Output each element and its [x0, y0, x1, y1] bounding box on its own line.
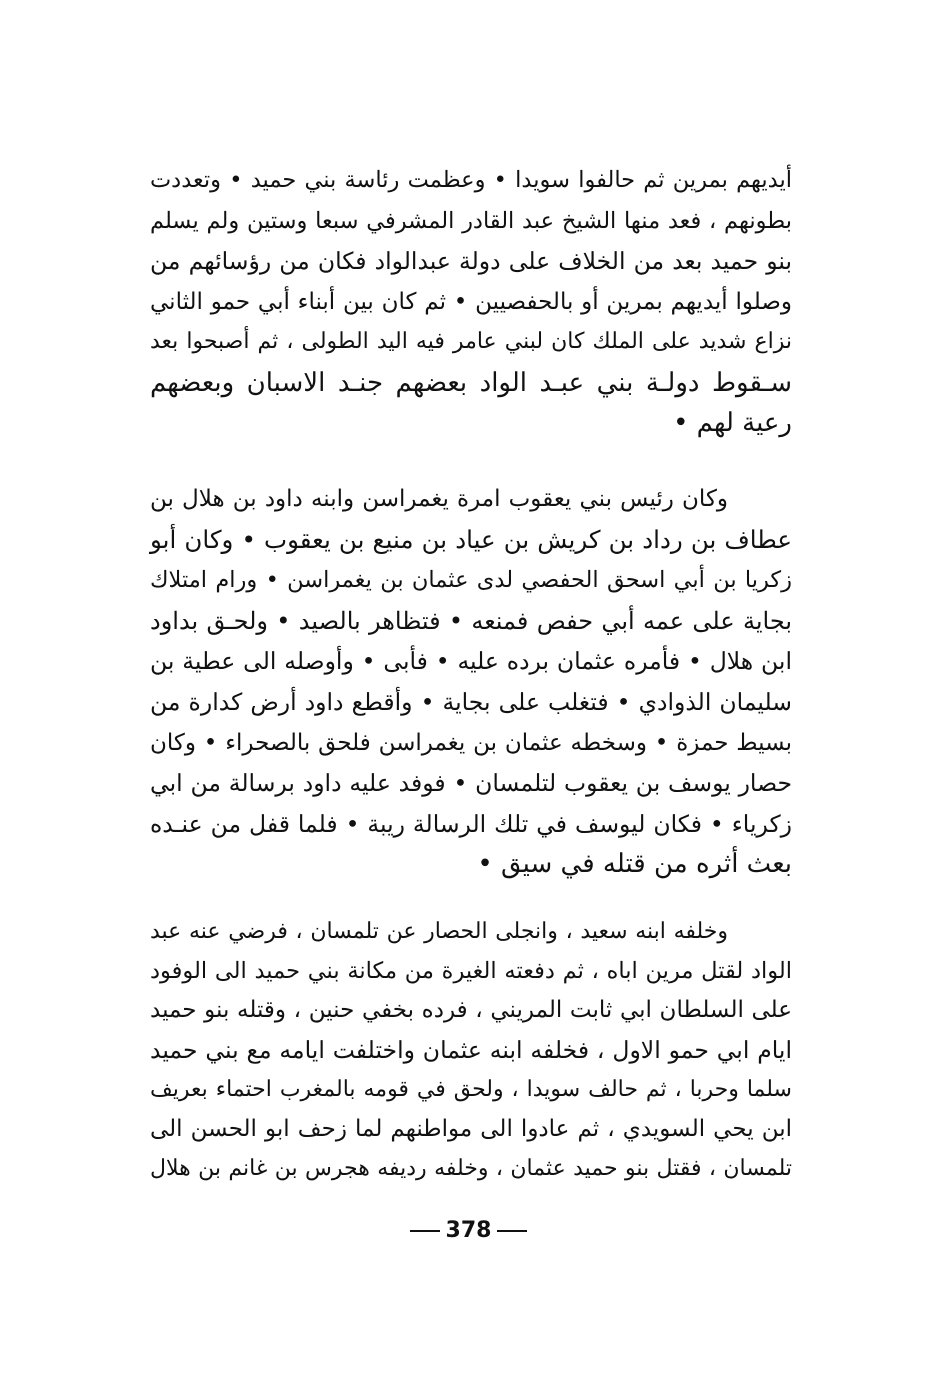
- page-number-footer: [0, 1218, 937, 1243]
- text-line: سليمان الذوادي • فتغلب على بجاية • وأقطع داود أرض كدارة من: [150, 687, 792, 716]
- text-line: سلما وحربا ، ثم حالف سويدا ، ولحق في قومه بالمغرب احتماء بعريف: [150, 1077, 792, 1102]
- text-line: تلمسان ، فقتل بنو حميد عثمان ، وخلفه رديفه هجرس بن غانم بن هلال: [150, 1156, 792, 1181]
- text-line: رعية لهم •: [673, 408, 792, 438]
- text-line: بجاية على عمه أبي حفص فمنعه • فتظاهر بالصيد • ولحـق بداود: [150, 606, 792, 635]
- text-line: على السلطان ابي ثابت المريني ، فرده بخفي حنين ، وقتله بنو حميد: [150, 997, 792, 1023]
- text-line: الواد لقتل مرين اباه ، ثم دفعته الغيرة من مكانة بني حميد الى الوفود: [150, 957, 792, 984]
- text-line: نزاع شديد على الملك كان لبني عامر فيه اليد الطولى ، ثم أصبحوا بعد: [150, 329, 792, 354]
- text-line: ابن يحي السويدي ، ثم عادوا الى مواطنهم لما زحف ابو الحسن الى: [150, 1115, 792, 1142]
- dash-right: [497, 1230, 527, 1232]
- text-line: سـقوط دولـة بني عبـد الواد بعضهم جنـد الاسبان وبعضهم: [150, 367, 792, 398]
- text-line: وخلفه ابنه سعيد ، وانجلى الحصار عن تلمسان ، فرضي عنه عبد: [150, 919, 728, 944]
- text-line: عطاف بن رداد بن كريش بن عياد بن منيع بن يعقوب • وكان أبو: [150, 524, 792, 554]
- text-line: ايام ابي حمو الاول ، فخلفه ابنه عثمان واختلفت ايامه مع بني حميد: [150, 1035, 792, 1064]
- dash-left: [410, 1230, 440, 1232]
- paragraph-1: [150, 160, 792, 444]
- text-line: زكريا بن أبي اسحق الحفصي لدى عثمان بن يغمراسن • ورام امتلاك: [150, 567, 792, 594]
- page-number: 378: [445, 1218, 492, 1243]
- text-line: زكرياء • فكان ليوسف في تلك الرسالة ريبة • فلما قفل من عنـده: [150, 809, 792, 838]
- paragraph-3: [150, 912, 792, 1189]
- text-line: بسيط حمزة • وسخطه عثمان بن يغمراسن فلحق بالصحراء • وكان: [150, 729, 792, 756]
- text-line: أيديهم بمرين ثم حالفوا سويدا • وعظمت رئاسة بني حميد • وتعددت: [150, 167, 792, 193]
- text-line: بنو حميد بعد من الخلاف على دولة عبدالواد فكان من رؤسائهم من: [150, 247, 792, 275]
- text-line: بعث أثره من قتله في سيق •: [477, 849, 792, 880]
- text-line: ابن هلال • فأمره عثمان برده عليه • فأبى • وأوصله الى عطية بن: [150, 647, 792, 676]
- text-line: وكان رئيس بني يعقوب امرة يغمراسن وابنه داود بن هلال بن: [150, 486, 728, 512]
- paragraph-2: [150, 479, 792, 885]
- text-line: وصلوا أيديهم بمرين أو بالحفصيين • ثم كان بين أبناء أبي حمو الثاني: [150, 288, 792, 315]
- text-line: بطونهم ، فعد منها الشيخ عبد القادر المشرفي سبعا وستين ولم يسلم: [150, 207, 792, 234]
- text-line: حصار يوسف بن يعقوب لتلمسان • فوفد عليه داود برسالة من ابي: [150, 769, 792, 798]
